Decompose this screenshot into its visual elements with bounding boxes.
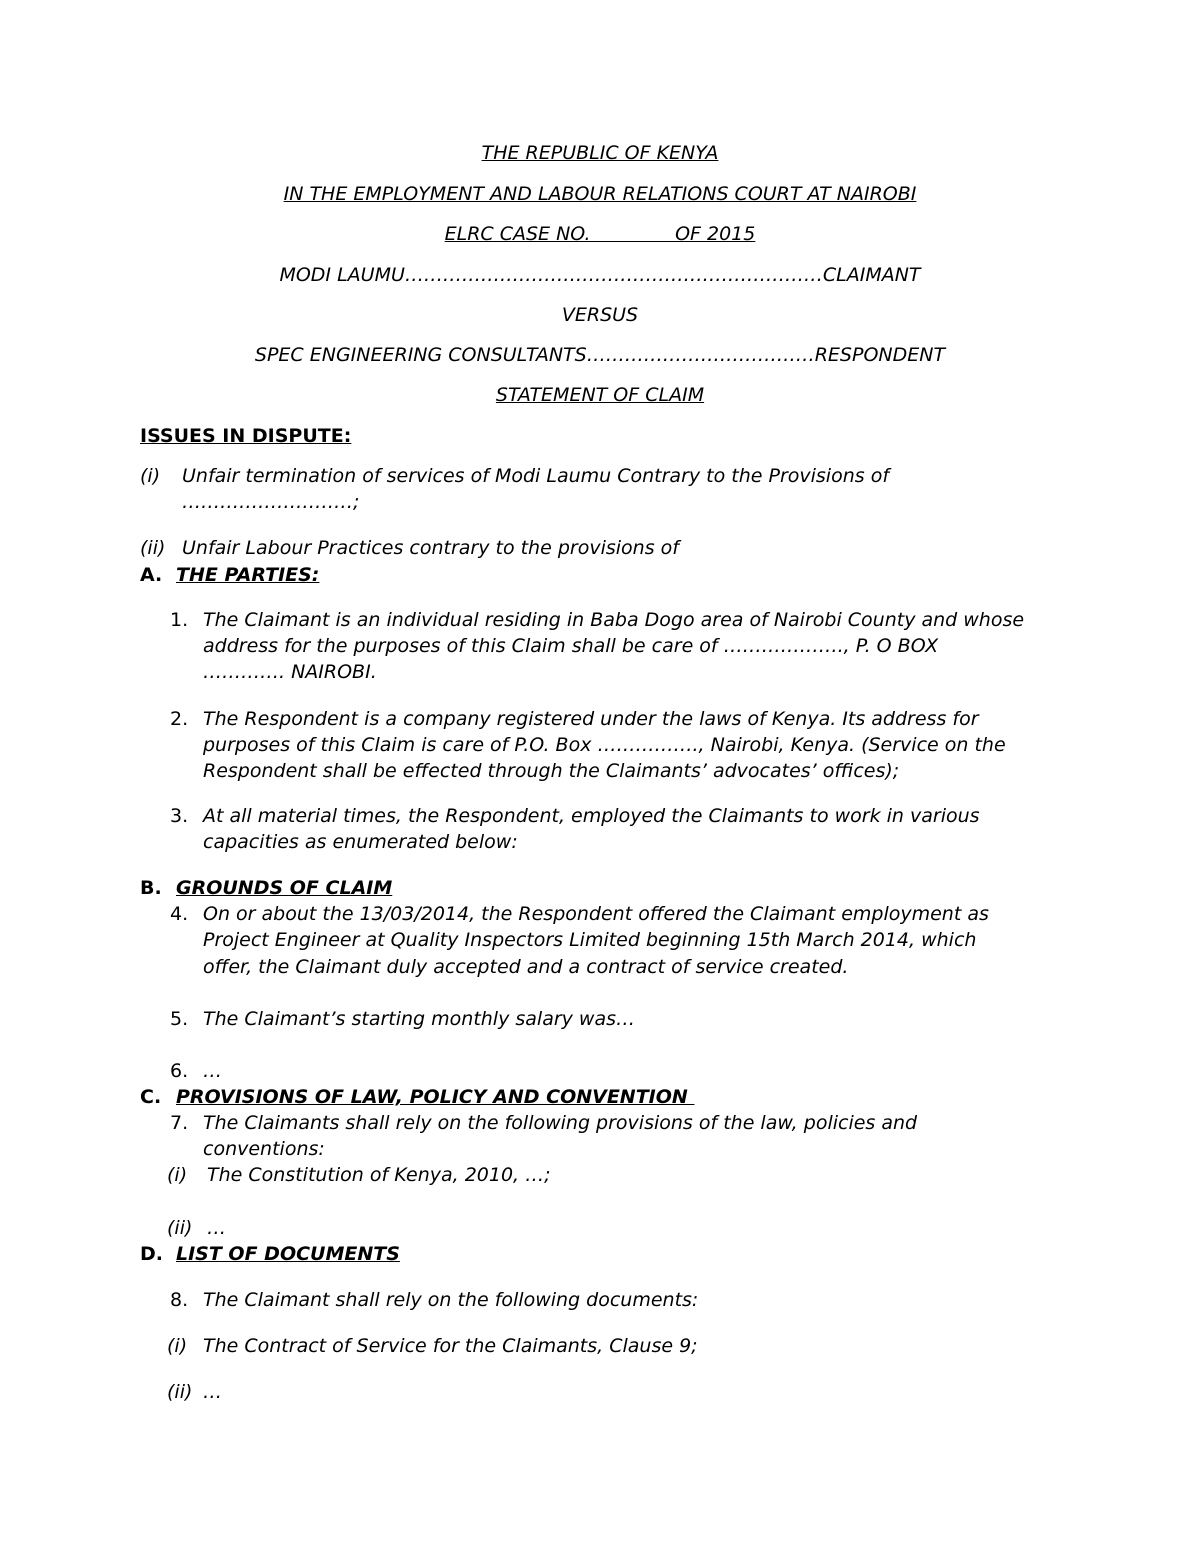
item-line: The Claimant’s starting monthly salary was… — [203, 1008, 636, 1030]
item-line: conventions: — [203, 1138, 325, 1160]
section-a-letter: A. — [140, 564, 163, 586]
item-number: 1. — [170, 609, 189, 631]
item-line: Project Engineer at Quality Inspectors Limited beginning 15th March 2014, which — [203, 929, 977, 951]
section-b-title: GROUNDS OF CLAIM — [176, 877, 393, 899]
versus-label: VERSUS — [561, 304, 639, 326]
item-number: 6. — [170, 1060, 189, 1082]
item-line: purposes of this Claim is care of P.O. Box ……………., Nairobi, Kenya. (Service on the — [203, 734, 1006, 756]
claimant-line: MODI LAUMU…………………………………………………………CLAIMANT — [279, 264, 921, 286]
item-line: Respondent shall be effected through the Claimants’ advocates’ offices); — [203, 760, 900, 782]
section-d-title: LIST OF DOCUMENTS — [176, 1243, 400, 1265]
issue-marker: (ii) — [140, 537, 166, 559]
item-line: capacities as enumerated below: — [203, 831, 518, 853]
item-number: 8. — [170, 1289, 189, 1311]
sub-item-marker: (i) — [167, 1164, 188, 1186]
item-number: 4. — [170, 903, 189, 925]
issue-line: Unfair Labour Practices contrary to the provisions of — [182, 537, 679, 559]
item-line: The Claimant shall rely on the following documents: — [203, 1289, 699, 1311]
item-line: On or about the 13/03/2014, the Respondent offered the Claimant employment as — [203, 903, 989, 925]
item-number: 3. — [170, 805, 189, 827]
case-number: ELRC CASE NO. OF 2015 — [444, 223, 756, 245]
item-number: 2. — [170, 708, 189, 730]
item-line: address for the purposes of this Claim shall be care of ………………., P. O BOX — [203, 635, 939, 657]
court-heading: IN THE EMPLOYMENT AND LABOUR RELATIONS COURT AT NAIROBI — [283, 183, 917, 205]
section-c-letter: C. — [140, 1086, 162, 1108]
sub-item-marker: (ii) — [167, 1217, 193, 1239]
item-number: 5. — [170, 1008, 189, 1030]
sub-item-marker: (i) — [167, 1335, 188, 1357]
section-d-letter: D. — [140, 1243, 163, 1265]
item-line: At all material times, the Respondent, employed the Claimants to work in various — [203, 805, 980, 827]
sub-item-text: The Constitution of Kenya, 2010, …; — [207, 1164, 551, 1186]
item-number: 7. — [170, 1112, 189, 1134]
issue-line: ………………………; — [182, 491, 360, 513]
issue-marker: (i) — [140, 465, 161, 487]
document-title: STATEMENT OF CLAIM — [495, 384, 705, 406]
section-b-letter: B. — [140, 877, 162, 899]
item-line: offer, the Claimant duly accepted and a contract of service created. — [203, 956, 849, 978]
sub-item-text: … — [207, 1217, 226, 1239]
item-line: The Respondent is a company registered under the laws of Kenya. Its address for — [203, 708, 979, 730]
item-line: The Claimant is an individual residing in Baba Dogo area of Nairobi County and whose — [203, 609, 1025, 631]
section-c-title: PROVISIONS OF LAW, POLICY AND CONVENTION — [176, 1086, 695, 1108]
sub-item-text: … — [203, 1381, 222, 1403]
item-line: … — [203, 1060, 222, 1082]
issues-heading: ISSUES IN DISPUTE: — [140, 425, 352, 447]
section-a-title: THE PARTIES: — [176, 564, 320, 586]
respondent-line: SPEC ENGINEERING CONSULTANTS………………………………RESPONDENT — [254, 344, 946, 366]
sub-item-marker: (ii) — [167, 1381, 193, 1403]
issue-line: Unfair termination of services of Modi Laumu Contrary to the Provisions of — [182, 465, 890, 487]
republic-heading: THE REPUBLIC OF KENYA — [481, 142, 719, 164]
sub-item-text: The Contract of Service for the Claimants, Clause 9; — [203, 1335, 698, 1357]
item-line: The Claimants shall rely on the following provisions of the law, policies and — [203, 1112, 918, 1134]
item-line: …………. NAIROBI. — [203, 661, 377, 683]
